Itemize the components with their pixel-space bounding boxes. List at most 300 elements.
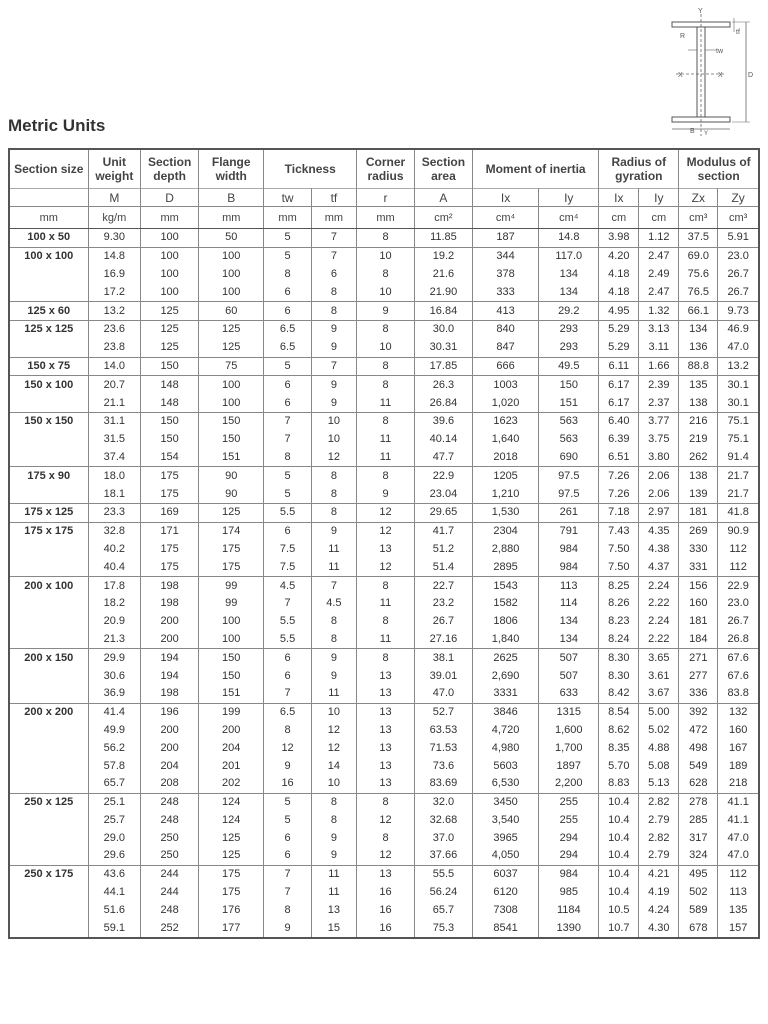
- table-cell: 75.6: [679, 266, 718, 284]
- section-size-cell: 250 x 125: [9, 793, 88, 811]
- table-cell: 4.88: [639, 739, 679, 757]
- table-cell: 12: [311, 722, 356, 740]
- table-cell: 51.6: [88, 901, 141, 919]
- section-size-empty-cell: [9, 613, 88, 631]
- table-cell: 132: [718, 703, 759, 721]
- table-cell: 3.61: [639, 667, 679, 685]
- table-cell: 65.7: [88, 775, 141, 793]
- table-cell: 8.62: [599, 722, 639, 740]
- table-cell: 6.40: [599, 412, 639, 430]
- table-cell: 83.8: [718, 685, 759, 703]
- table-cell: 88.8: [679, 357, 718, 376]
- table-cell: 90: [199, 467, 264, 485]
- table-cell: 11: [357, 595, 415, 613]
- table-cell: 19.2: [414, 247, 472, 265]
- table-cell: 13: [357, 703, 415, 721]
- unit-cell: kg/m: [88, 207, 141, 229]
- table-cell: 5.70: [599, 757, 639, 775]
- table-cell: 1.66: [639, 357, 679, 376]
- table-cell: 2895: [472, 558, 538, 576]
- table-cell: 285: [679, 812, 718, 830]
- table-cell: 41.4: [88, 703, 141, 721]
- table-cell: 171: [141, 522, 199, 540]
- table-cell: 43.6: [88, 865, 141, 883]
- header-moment-of-inertia: Moment of inertia: [472, 149, 598, 189]
- table-row: [9, 503, 759, 522]
- diagram-label-b: B: [690, 128, 695, 135]
- table-cell: 5: [264, 229, 311, 248]
- table-cell: 150: [199, 412, 264, 430]
- table-cell: 11: [357, 431, 415, 449]
- table-cell: 392: [679, 703, 718, 721]
- section-size-cell: 175 x 125: [9, 503, 88, 522]
- table-cell: 589: [679, 901, 718, 919]
- table-cell: 13: [357, 685, 415, 703]
- table-cell: 23.0: [718, 595, 759, 613]
- section-size-empty-cell: [9, 339, 88, 357]
- table-row: [9, 613, 759, 631]
- table-cell: 100: [199, 613, 264, 631]
- table-cell: 6.5: [264, 320, 311, 338]
- table-cell: 26.7: [718, 613, 759, 631]
- table-cell: 75.1: [718, 431, 759, 449]
- unit-cell: cm⁴: [472, 207, 538, 229]
- section-size-empty-cell: [9, 667, 88, 685]
- table-cell: 199: [199, 703, 264, 721]
- section-properties-table: [8, 148, 760, 939]
- table-cell: 67.6: [718, 649, 759, 667]
- table-row: [9, 829, 759, 847]
- table-cell: 8: [311, 631, 356, 649]
- table-cell: 13: [357, 775, 415, 793]
- table-cell: 219: [679, 431, 718, 449]
- symbol-row: [9, 189, 759, 207]
- table-cell: 50: [199, 229, 264, 248]
- table-cell: 8: [264, 449, 311, 467]
- table-row: [9, 339, 759, 357]
- table-cell: 9: [311, 320, 356, 338]
- section-size-empty-cell: [9, 775, 88, 793]
- table-cell: 5: [264, 793, 311, 811]
- table-row: [9, 485, 759, 503]
- table-cell: 37.66: [414, 847, 472, 865]
- section-size-empty-cell: [9, 283, 88, 301]
- table-cell: 135: [679, 376, 718, 394]
- table-cell: 16: [357, 901, 415, 919]
- table-cell: 9: [311, 339, 356, 357]
- table-cell: 25.7: [88, 812, 141, 830]
- table-cell: 100: [199, 283, 264, 301]
- table-cell: 2.82: [639, 793, 679, 811]
- table-cell: 100: [141, 283, 199, 301]
- table-row: [9, 229, 759, 248]
- symbol-cell: M: [88, 189, 141, 207]
- table-cell: 10.7: [599, 919, 639, 938]
- diagram-label-tw: tw: [716, 48, 723, 55]
- table-cell: 250: [141, 829, 199, 847]
- table-row: [9, 320, 759, 338]
- table-cell: 244: [141, 865, 199, 883]
- table-cell: 125: [141, 320, 199, 338]
- table-cell: 2.39: [639, 376, 679, 394]
- table-cell: 255: [539, 793, 599, 811]
- table-cell: 12: [311, 449, 356, 467]
- table-cell: 549: [679, 757, 718, 775]
- table-cell: 507: [539, 667, 599, 685]
- table-cell: 200: [141, 631, 199, 649]
- table-cell: 472: [679, 722, 718, 740]
- table-cell: 9: [357, 302, 415, 321]
- section-size-empty-cell: [9, 812, 88, 830]
- table-cell: 11: [311, 541, 356, 559]
- table-cell: 124: [199, 812, 264, 830]
- table-cell: 6,530: [472, 775, 538, 793]
- table-cell: 8: [311, 283, 356, 301]
- table-cell: 69.0: [679, 247, 718, 265]
- table-cell: 75: [199, 357, 264, 376]
- symbol-cell: A: [414, 189, 472, 207]
- table-cell: 14.8: [88, 247, 141, 265]
- table-row: [9, 558, 759, 576]
- table-row: [9, 739, 759, 757]
- table-cell: 100: [141, 247, 199, 265]
- table-row: [9, 595, 759, 613]
- symbol-cell: tw: [264, 189, 311, 207]
- unit-cell: cm³: [718, 207, 759, 229]
- table-row: [9, 302, 759, 321]
- header-tickness: Tickness: [264, 149, 357, 189]
- table-cell: 344: [472, 247, 538, 265]
- table-cell: 200: [199, 722, 264, 740]
- table-cell: 134: [539, 631, 599, 649]
- table-cell: 198: [141, 595, 199, 613]
- table-cell: 331: [679, 558, 718, 576]
- table-cell: 20.7: [88, 376, 141, 394]
- table-cell: 2.22: [639, 631, 679, 649]
- table-cell: 13: [357, 722, 415, 740]
- table-cell: 23.6: [88, 320, 141, 338]
- table-cell: 148: [141, 376, 199, 394]
- table-cell: 3.65: [639, 649, 679, 667]
- table-row: [9, 247, 759, 265]
- header-section-size: Section size: [9, 149, 88, 189]
- table-cell: 1,210: [472, 485, 538, 503]
- table-cell: 4.35: [639, 522, 679, 540]
- table-cell: 1,600: [539, 722, 599, 740]
- table-cell: 2304: [472, 522, 538, 540]
- table-cell: 7.26: [599, 467, 639, 485]
- table-cell: 8: [311, 503, 356, 522]
- table-cell: 5: [264, 467, 311, 485]
- table-cell: 5.29: [599, 320, 639, 338]
- symbol-cell: Iy: [539, 189, 599, 207]
- table-cell: 9: [311, 829, 356, 847]
- table-cell: 2.79: [639, 847, 679, 865]
- table-cell: 56.24: [414, 884, 472, 902]
- table-cell: 47.0: [718, 339, 759, 357]
- table-cell: 984: [539, 558, 599, 576]
- table-cell: 3450: [472, 793, 538, 811]
- table-cell: 7.18: [599, 503, 639, 522]
- unit-cell: cm: [639, 207, 679, 229]
- symbol-cell: D: [141, 189, 199, 207]
- table-cell: 134: [539, 283, 599, 301]
- table-cell: 248: [141, 812, 199, 830]
- table-cell: 41.1: [718, 812, 759, 830]
- table-cell: 3.11: [639, 339, 679, 357]
- table-cell: 324: [679, 847, 718, 865]
- header-flange-width: Flange width: [199, 149, 264, 189]
- table-cell: 100: [199, 394, 264, 412]
- table-cell: 151: [539, 394, 599, 412]
- table-cell: 7308: [472, 901, 538, 919]
- diagram-label-r: R: [680, 33, 686, 40]
- section-size-empty-cell: [9, 394, 88, 412]
- table-cell: 202: [199, 775, 264, 793]
- section-size-cell: 200 x 100: [9, 577, 88, 595]
- table-cell: 5.08: [639, 757, 679, 775]
- table-cell: 196: [141, 703, 199, 721]
- table-cell: 12: [264, 739, 311, 757]
- table-cell: 125: [199, 320, 264, 338]
- table-cell: 4,050: [472, 847, 538, 865]
- table-cell: 293: [539, 320, 599, 338]
- unit-cell: mm: [264, 207, 311, 229]
- table-cell: 8.83: [599, 775, 639, 793]
- table-cell: 4,720: [472, 722, 538, 740]
- section-size-empty-cell: [9, 685, 88, 703]
- table-cell: 125: [141, 302, 199, 321]
- table-row: [9, 449, 759, 467]
- table-cell: 1,840: [472, 631, 538, 649]
- table-cell: 47.0: [718, 847, 759, 865]
- table-cell: 7: [311, 229, 356, 248]
- table-cell: 4.5: [311, 595, 356, 613]
- symbol-cell: Zy: [718, 189, 759, 207]
- table-cell: 181: [679, 613, 718, 631]
- symbol-cell: [9, 189, 88, 207]
- table-cell: 563: [539, 412, 599, 430]
- table-cell: 99: [199, 577, 264, 595]
- diagram-label-y-top: Y: [698, 8, 703, 15]
- table-cell: 8.54: [599, 703, 639, 721]
- table-cell: 14: [311, 757, 356, 775]
- table-cell: 11: [357, 394, 415, 412]
- table-cell: 563: [539, 431, 599, 449]
- table-cell: 160: [679, 595, 718, 613]
- table-cell: 984: [539, 865, 599, 883]
- table-cell: 7: [264, 865, 311, 883]
- table-cell: 8.30: [599, 649, 639, 667]
- table-row: [9, 685, 759, 703]
- table-cell: 1.12: [639, 229, 679, 248]
- table-cell: 91.4: [718, 449, 759, 467]
- table-cell: 200: [141, 613, 199, 631]
- table-cell: 47.7: [414, 449, 472, 467]
- table-cell: 4.5: [264, 577, 311, 595]
- unit-cell: mm: [9, 207, 88, 229]
- table-cell: 10.4: [599, 812, 639, 830]
- table-cell: 47.0: [414, 685, 472, 703]
- table-cell: 31.5: [88, 431, 141, 449]
- table-cell: 13: [357, 541, 415, 559]
- table-cell: 6: [264, 394, 311, 412]
- table-cell: 8: [264, 266, 311, 284]
- table-cell: 498: [679, 739, 718, 757]
- table-row: [9, 431, 759, 449]
- table-cell: 5: [264, 485, 311, 503]
- table-cell: 8: [311, 613, 356, 631]
- table-cell: 16.9: [88, 266, 141, 284]
- table-cell: 198: [141, 577, 199, 595]
- table-cell: 13: [357, 757, 415, 775]
- table-cell: 11: [357, 631, 415, 649]
- table-cell: 194: [141, 649, 199, 667]
- table-cell: 22.9: [414, 467, 472, 485]
- table-cell: 495: [679, 865, 718, 883]
- table-cell: 3.98: [599, 229, 639, 248]
- table-cell: 26.8: [718, 631, 759, 649]
- table-cell: 18.2: [88, 595, 141, 613]
- symbol-cell: Iy: [639, 189, 679, 207]
- table-cell: 6037: [472, 865, 538, 883]
- table-cell: 502: [679, 884, 718, 902]
- table-cell: 176: [199, 901, 264, 919]
- diagram-label-x-left: X: [678, 72, 683, 79]
- table-cell: 112: [718, 558, 759, 576]
- table-cell: 30.31: [414, 339, 472, 357]
- unit-cell: cm³: [679, 207, 718, 229]
- table-cell: 134: [679, 320, 718, 338]
- table-row: [9, 884, 759, 902]
- table-cell: 150: [199, 431, 264, 449]
- table-cell: 150: [539, 376, 599, 394]
- section-size-empty-cell: [9, 595, 88, 613]
- table-row: [9, 812, 759, 830]
- table-cell: 13: [357, 865, 415, 883]
- table-cell: 29.2: [539, 302, 599, 321]
- table-cell: 40.4: [88, 558, 141, 576]
- table-cell: 40.2: [88, 541, 141, 559]
- table-cell: 26.84: [414, 394, 472, 412]
- table-cell: 23.2: [414, 595, 472, 613]
- table-cell: 8.23: [599, 613, 639, 631]
- table-cell: 10.4: [599, 793, 639, 811]
- table-cell: 666: [472, 357, 538, 376]
- table-cell: 10: [357, 247, 415, 265]
- table-cell: 29.6: [88, 847, 141, 865]
- table-cell: 278: [679, 793, 718, 811]
- table-cell: 175: [141, 541, 199, 559]
- table-cell: 30.0: [414, 320, 472, 338]
- unit-cell: cm²: [414, 207, 472, 229]
- table-cell: 135: [718, 901, 759, 919]
- table-cell: 156: [679, 577, 718, 595]
- symbol-cell: Ix: [472, 189, 538, 207]
- table-cell: 6: [264, 649, 311, 667]
- table-cell: 1,700: [539, 739, 599, 757]
- table-cell: 8: [357, 793, 415, 811]
- table-cell: 59.1: [88, 919, 141, 938]
- table-cell: 29.9: [88, 649, 141, 667]
- table-cell: 6.39: [599, 431, 639, 449]
- table-cell: 12: [311, 739, 356, 757]
- table-cell: 117.0: [539, 247, 599, 265]
- table-cell: 175: [141, 485, 199, 503]
- table-cell: 175: [199, 865, 264, 883]
- table-cell: 7.50: [599, 541, 639, 559]
- table-cell: 12: [357, 812, 415, 830]
- table-cell: 30.6: [88, 667, 141, 685]
- section-size-empty-cell: [9, 631, 88, 649]
- table-cell: 8: [357, 266, 415, 284]
- table-cell: 25.1: [88, 793, 141, 811]
- table-cell: 90: [199, 485, 264, 503]
- table-cell: 1003: [472, 376, 538, 394]
- unit-cell: cm: [599, 207, 639, 229]
- table-cell: 150: [199, 649, 264, 667]
- table-cell: 6: [264, 302, 311, 321]
- table-cell: 175: [199, 558, 264, 576]
- table-cell: 330: [679, 541, 718, 559]
- diagram-label-d: D: [748, 72, 754, 79]
- table-row: [9, 412, 759, 430]
- table-cell: 150: [141, 412, 199, 430]
- table-cell: 333: [472, 283, 538, 301]
- table-cell: 2,690: [472, 667, 538, 685]
- table-cell: 12: [357, 503, 415, 522]
- table-cell: 12: [357, 558, 415, 576]
- unit-cell: cm⁴: [539, 207, 599, 229]
- table-cell: 66.1: [679, 302, 718, 321]
- table-cell: 73.6: [414, 757, 472, 775]
- table-cell: 57.8: [88, 757, 141, 775]
- table-cell: 10: [311, 412, 356, 430]
- table-cell: 13.2: [88, 302, 141, 321]
- table-cell: 138: [679, 467, 718, 485]
- table-cell: 8: [311, 812, 356, 830]
- table-cell: 175: [141, 467, 199, 485]
- table-cell: 413: [472, 302, 538, 321]
- table-cell: 8: [311, 467, 356, 485]
- table-cell: 112: [718, 865, 759, 883]
- table-cell: 10: [311, 431, 356, 449]
- table-cell: 71.53: [414, 739, 472, 757]
- table-cell: 8: [357, 467, 415, 485]
- section-size-empty-cell: [9, 266, 88, 284]
- header-section-area: Section area: [414, 149, 472, 189]
- table-cell: 6: [311, 266, 356, 284]
- section-size-empty-cell: [9, 829, 88, 847]
- table-cell: 17.85: [414, 357, 472, 376]
- section-size-empty-cell: [9, 884, 88, 902]
- table-cell: 8: [357, 376, 415, 394]
- table-cell: 1,530: [472, 503, 538, 522]
- table-cell: 8.24: [599, 631, 639, 649]
- table-cell: 2.97: [639, 503, 679, 522]
- table-cell: 6120: [472, 884, 538, 902]
- table-cell: 8: [311, 485, 356, 503]
- table-cell: 174: [199, 522, 264, 540]
- table-cell: 271: [679, 649, 718, 667]
- table-cell: 32.8: [88, 522, 141, 540]
- table-cell: 29.0: [88, 829, 141, 847]
- table-cell: 44.1: [88, 884, 141, 902]
- table-cell: 2.47: [639, 247, 679, 265]
- table-cell: 10.5: [599, 901, 639, 919]
- table-cell: 9: [311, 394, 356, 412]
- table-cell: 4.21: [639, 865, 679, 883]
